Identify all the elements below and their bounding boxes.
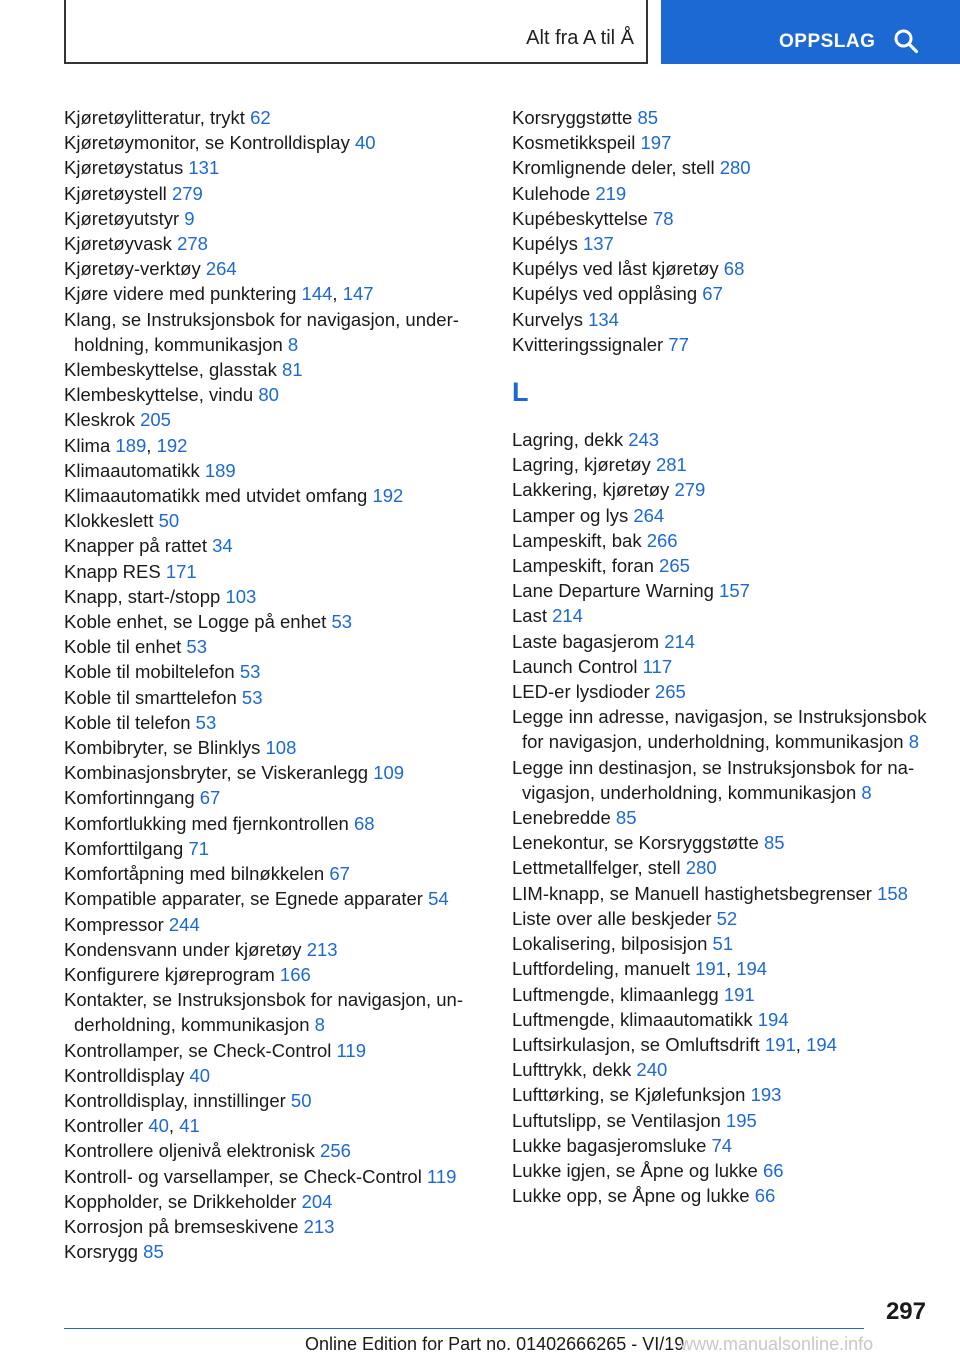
index-term: Kosmetikkspeil (512, 132, 641, 154)
page-link[interactable]: 40 (354, 132, 376, 154)
index-entry: Luftfordeling, manuelt 191, 194 (512, 958, 768, 980)
index-entry (512, 755, 932, 805)
index-term: LED-er lysdioder (512, 681, 655, 703)
page-link[interactable]: 205 (140, 409, 171, 431)
index-term: Lufttrykk, dekk (512, 1059, 637, 1081)
page-link[interactable]: 192 (372, 485, 404, 507)
index-entry (64, 407, 484, 432)
index-term: Komfortåpning med bilnøkkelen (64, 863, 330, 885)
index-term: Lettmetallfelger, stell (512, 857, 686, 879)
index-term: Lukke bagasjeromsluke (512, 1134, 712, 1156)
page-link[interactable]: 280 (685, 857, 717, 879)
page-link[interactable]: 62 (250, 107, 271, 128)
index-entry (512, 982, 932, 1007)
index-entry (512, 155, 932, 180)
search-icon[interactable] (893, 28, 919, 54)
page-link[interactable]: 50 (158, 510, 180, 532)
index-entry (512, 603, 932, 628)
page-link[interactable]: 8 (861, 781, 872, 803)
index-term: Klang, se Instruksjonsbok for navigasjon, underholdning, kommunikasjon (64, 308, 459, 355)
index-entry (64, 181, 484, 206)
index-entry (64, 659, 484, 684)
index-term: Luftfordeling, manuelt (512, 958, 696, 980)
index-entry (64, 1138, 484, 1163)
index-entry (512, 181, 932, 206)
page-link[interactable]: 265 (659, 555, 690, 577)
page-link[interactable]: 8 (287, 333, 299, 355)
page-link[interactable]: 204 (301, 1190, 333, 1212)
index-entry: Kontroller 40, 41 (64, 1115, 200, 1137)
index-entry (64, 760, 484, 785)
page-link[interactable]: 85 (615, 807, 637, 829)
page-link[interactable]: 119 (336, 1039, 366, 1061)
index-entry (64, 584, 484, 609)
index-term: Korsrygg (64, 1241, 144, 1263)
index-entry (512, 1183, 932, 1208)
page-link[interactable]: 191 (695, 958, 726, 980)
index-entry (512, 1158, 932, 1183)
page-link[interactable]: 66 (754, 1185, 776, 1207)
index-term: Kvitteringssignaler (512, 333, 669, 355)
index-term: Klima (64, 434, 116, 456)
index-term: Koppholder, se Drikkeholder (64, 1190, 302, 1212)
index-term: Komfortlukking med fjernkontrollen (64, 812, 354, 834)
page-link[interactable]: 147 (342, 283, 374, 305)
index-entry (64, 735, 484, 760)
index-entry (64, 609, 484, 634)
page-link[interactable]: 243 (628, 429, 660, 451)
index-term: Knapp, start-/stopp (64, 585, 226, 607)
index-term: Komfortinngang (64, 787, 200, 809)
page-link[interactable]: 53 (241, 686, 263, 708)
page-link[interactable]: 240 (636, 1059, 668, 1081)
page-link[interactable]: 9 (184, 207, 195, 229)
index-term: Kondensvann under kjøretøy (64, 938, 307, 960)
index-entry (64, 206, 484, 231)
index-group-l (512, 427, 932, 1208)
page-number: 297 (885, 1298, 926, 1325)
page-link[interactable]: 213 (306, 938, 338, 960)
index-term: Knapper på rattet (64, 535, 213, 557)
page-link[interactable]: 264 (205, 258, 237, 280)
page-link[interactable]: 53 (331, 611, 353, 633)
index-term: Lamper og lys (512, 504, 634, 526)
index-term: Kjøretøyvask (64, 233, 178, 255)
index-term: Kupébeskyttelse (512, 207, 653, 229)
index-entry: Klima 189, 192 (64, 434, 188, 456)
index-entry (512, 427, 932, 452)
index-term: Kombinasjonsbryter, se Viskeranlegg (64, 762, 374, 784)
index-entry (512, 281, 932, 306)
page-link[interactable]: 117 (642, 655, 673, 677)
page-link[interactable]: 158 (877, 882, 908, 904)
index-term: Koble til mobiltelefon (64, 661, 240, 683)
index-term: Kjøretøy-verktøy (64, 258, 206, 280)
index-term: Lakkering, kjøretøy (512, 479, 675, 501)
page-link[interactable]: 189 (204, 459, 236, 481)
index-entry (64, 634, 484, 659)
page-link[interactable]: 85 (763, 832, 785, 854)
index-term: Kontroll- og varsellamper, se Check-Control (64, 1165, 427, 1187)
index-entry (64, 886, 484, 911)
page-link[interactable]: 214 (664, 630, 696, 652)
index-term: Launch Control (512, 655, 643, 677)
index-entry (64, 962, 484, 987)
index-term: Luftutslipp, se Ventilasjon (512, 1109, 726, 1131)
index-term: Legge inn adresse, navigasjon, se Instruksjonsbok for navigasjon, underholdning, kommunikasjon (512, 706, 927, 753)
page-link[interactable]: 194 (736, 958, 768, 980)
index-term: Konfigurere kjøreprogram (64, 963, 280, 985)
section-letter-heading: L (512, 377, 529, 408)
index-entry (64, 155, 484, 180)
index-term: Kjøretøystell (64, 182, 172, 204)
page-link[interactable]: 8 (314, 1014, 325, 1036)
index-term: Kontrolldisplay (64, 1064, 190, 1086)
index-term: Kjøretøystatus (64, 157, 189, 179)
page-link[interactable]: 53 (186, 636, 207, 658)
index-term: Korsryggstøtte (512, 107, 638, 128)
index-term: Lenebredde (512, 807, 616, 829)
index-term: Lagring, dekk (512, 429, 629, 451)
index-entry (512, 704, 932, 754)
page-link[interactable]: 144 (301, 283, 333, 305)
index-term: Klokkeslett (64, 510, 159, 532)
page-link[interactable]: 53 (239, 661, 261, 683)
index-term: Lampeskift, bak (512, 529, 647, 551)
index-term: Kurvelys (512, 308, 589, 330)
index-entry (512, 452, 932, 477)
page-link[interactable]: 34 (212, 535, 233, 557)
page-link[interactable]: 85 (637, 107, 659, 128)
index-entry (512, 654, 932, 679)
page-link[interactable]: 264 (633, 504, 665, 526)
page-link[interactable]: 71 (188, 837, 210, 859)
index-entry: Kjøre videre med punktering 144, 147 (64, 283, 374, 305)
index-entry (512, 1057, 932, 1082)
page-link[interactable]: 51 (712, 933, 734, 955)
index-term: Lane Departure Warning (512, 580, 720, 602)
page-link[interactable]: 80 (258, 384, 279, 406)
index-term: Klembeskyttelse, vindu (64, 384, 259, 406)
index-term: Kjøretøylitteratur, trykt (64, 107, 251, 128)
index-term: Kontakter, se Instruksjonsbok for navigasjon, underholdning, kommunikasjon (64, 989, 464, 1036)
index-entry (64, 533, 484, 558)
index-entry (512, 206, 932, 231)
index-term: Kjøretøymonitor, se Kontrolldisplay (64, 132, 355, 154)
index-entry (512, 477, 932, 502)
index-entry (512, 105, 932, 130)
index-entry (512, 906, 932, 931)
index-term: Kontroller (64, 1115, 149, 1137)
page-link[interactable]: 214 (552, 605, 583, 627)
index-entry (512, 130, 932, 155)
page-link[interactable]: 81 (281, 359, 303, 381)
page-link[interactable]: 54 (428, 888, 449, 910)
page-link[interactable]: 256 (320, 1140, 351, 1162)
index-entry (64, 1189, 484, 1214)
index-term: Lukke opp, se Åpne og lukke (512, 1185, 755, 1207)
index-term: Kompatible apparater, se Egnede apparater (64, 888, 429, 910)
index-entry (64, 1088, 484, 1113)
page-link[interactable]: 41 (179, 1115, 200, 1137)
page-link[interactable]: 67 (329, 863, 350, 885)
page-link[interactable]: 166 (279, 963, 311, 985)
index-entry: Luftsirkulasjon, se Omluftsdrift 191, 194 (512, 1033, 837, 1055)
page-link[interactable]: 40 (148, 1115, 169, 1137)
page-link[interactable]: 50 (290, 1089, 312, 1111)
page-link[interactable]: 193 (750, 1084, 782, 1106)
page-link[interactable]: 131 (188, 157, 220, 179)
index-term: Lagring, kjøretøy (512, 454, 656, 476)
page-link[interactable]: 78 (652, 207, 674, 229)
index-entry (512, 1082, 932, 1107)
index-entry (64, 785, 484, 810)
index-term: Kupélys (512, 233, 583, 255)
index-entry (512, 256, 932, 281)
page-link[interactable]: 119 (426, 1165, 457, 1187)
index-term: Kupélys ved låst kjøretøy (512, 258, 724, 280)
index-term: Kulehode (512, 182, 596, 204)
index-term: Last (512, 605, 553, 627)
page-link[interactable]: 194 (806, 1033, 837, 1055)
index-term: Kompressor (64, 913, 169, 935)
page-link[interactable]: 108 (265, 737, 297, 759)
index-entry (64, 307, 484, 357)
page-link[interactable]: 219 (595, 182, 627, 204)
page-link[interactable]: 195 (725, 1109, 757, 1131)
page-link[interactable]: 192 (156, 434, 188, 456)
index-entry (512, 578, 932, 603)
page-link[interactable]: 40 (189, 1064, 211, 1086)
page-link[interactable]: 66 (762, 1159, 784, 1181)
index-term: Lukke igjen, se Åpne og lukke (512, 1159, 763, 1181)
index-term: Lokalisering, bilposisjon (512, 933, 713, 955)
index-entry (512, 881, 932, 906)
index-term: Korrosjon på bremseskivene (64, 1215, 304, 1237)
index-term: Klembeskyttelse, glasstak (64, 359, 282, 381)
page-link[interactable]: 278 (177, 233, 208, 255)
page-link[interactable]: 74 (711, 1134, 733, 1156)
index-entry (64, 559, 484, 584)
page-link[interactable]: 157 (719, 580, 750, 602)
page-link[interactable]: 191 (764, 1033, 796, 1055)
index-entry (64, 836, 484, 861)
index-entry (512, 503, 932, 528)
page-link[interactable]: 266 (646, 529, 678, 551)
index-entry (64, 357, 484, 382)
index-entry (64, 256, 484, 281)
index-entry (512, 528, 932, 553)
page-link[interactable]: 191 (723, 983, 755, 1005)
page-link[interactable]: 68 (353, 812, 375, 834)
page-link[interactable]: 8 (908, 731, 919, 753)
page-link[interactable]: 134 (588, 308, 619, 330)
index-entry (512, 1108, 932, 1133)
index-term: Legge inn destinasjon, se Instruksjonsbok for navigasjon, underholdning, kommunikasjon (512, 756, 915, 803)
index-term: Klimaautomatikk med utvidet omfang (64, 485, 373, 507)
index-term: Kontrollamper, se Check-Control (64, 1039, 337, 1061)
index-entry (64, 231, 484, 256)
index-term: Koble enhet, se Logge på enhet (64, 611, 332, 633)
index-entry (64, 861, 484, 886)
index-term: Luftsirkulasjon, se Omluftsdrift (512, 1033, 765, 1055)
index-term: Koble til telefon (64, 711, 196, 733)
page-link[interactable]: 213 (303, 1215, 335, 1237)
index-entry (64, 912, 484, 937)
index-column-right (512, 105, 932, 1208)
page-link[interactable]: 52 (716, 907, 738, 929)
header-section-box (64, 0, 648, 64)
index-term: Luftmengde, klimaautomatikk (512, 1008, 758, 1030)
index-entry (64, 1164, 484, 1189)
page-link[interactable]: 137 (582, 233, 614, 255)
index-term: LIM-knapp, se Manuell hastighetsbegrenser (512, 882, 878, 904)
index-entry (512, 307, 932, 332)
index-entry (64, 1038, 484, 1063)
index-entry (512, 679, 932, 704)
page-link[interactable]: 265 (654, 681, 686, 703)
index-entry (512, 231, 932, 256)
page-link[interactable]: 109 (373, 762, 405, 784)
index-term: Kombibryter, se Blinklys (64, 737, 266, 759)
page-link[interactable]: 68 (723, 258, 745, 280)
index-entry (512, 1133, 932, 1158)
page-link[interactable]: 77 (668, 333, 689, 355)
index-entry (512, 931, 932, 956)
index-term: Liste over alle beskjeder (512, 907, 717, 929)
index-term: Koble til smarttelefon (64, 686, 242, 708)
index-entry (64, 483, 484, 508)
footer-watermark: www.manualsonline.info (680, 1334, 874, 1354)
page-link[interactable]: 280 (719, 157, 751, 179)
page-link[interactable]: 281 (655, 454, 687, 476)
page-link[interactable]: 197 (640, 132, 672, 154)
index-entry (64, 685, 484, 710)
index-entry (512, 830, 932, 855)
index-entry (512, 805, 932, 830)
index-term: Lampeskift, foran (512, 555, 660, 577)
index-term: Kjøre videre med punktering (64, 283, 302, 305)
index-entry (64, 1239, 484, 1264)
index-term: Kontrolldisplay, innstillinger (64, 1089, 291, 1111)
index-term: Komforttilgang (64, 837, 189, 859)
index-entry (64, 130, 484, 155)
page-link[interactable]: 279 (674, 479, 706, 501)
index-entry (64, 105, 484, 130)
index-term: Klimaautomatikk (64, 459, 205, 481)
index-term: Knapp RES (64, 560, 166, 582)
index-entry (64, 987, 484, 1037)
index-term: Luftmengde, klimaanlegg (512, 983, 724, 1005)
index-term: Kupélys ved opplåsing (512, 283, 703, 305)
index-term: Lufttørking, se Kjølefunksjon (512, 1084, 751, 1106)
section-title: Alt fra A til Å (526, 27, 634, 49)
index-term: Lenekontur, se Korsryggstøtte (512, 832, 764, 854)
page-link[interactable]: 67 (702, 283, 723, 305)
page-link[interactable]: 53 (195, 711, 217, 733)
index-term: Kromlignende deler, stell (512, 157, 720, 179)
page-link[interactable]: 67 (199, 787, 221, 809)
index-entry (64, 458, 484, 483)
index-group-k (512, 105, 932, 357)
page-link[interactable]: 85 (143, 1241, 164, 1263)
index-entry (512, 1007, 932, 1032)
page-link[interactable]: 194 (757, 1008, 789, 1030)
footer-divider (64, 1328, 864, 1329)
index-term: Laste bagasjerom (512, 630, 665, 652)
index-entry (512, 553, 932, 578)
index-entry (512, 629, 932, 654)
index-entry (512, 855, 932, 880)
index-term: Kleskrok (64, 409, 141, 431)
page-link[interactable]: 189 (115, 434, 147, 456)
index-entry (64, 811, 484, 836)
index-entry (64, 710, 484, 735)
index-term: Koble til enhet (64, 636, 187, 658)
index-entry (64, 1214, 484, 1239)
lookup-label: OPPSLAG (779, 31, 876, 52)
page-link[interactable]: 171 (165, 560, 197, 582)
index-entry (512, 332, 932, 357)
page-link[interactable]: 103 (225, 585, 257, 607)
index-entry (64, 1063, 484, 1088)
index-term: Kontrollere oljenivå elektronisk (64, 1140, 321, 1162)
index-column-left (64, 105, 484, 1264)
footer-edition: Online Edition for Part no. 01402666265 - VI/19 (305, 1334, 685, 1354)
index-term: Kjøretøyutstyr (64, 207, 185, 229)
page-link[interactable]: 244 (168, 913, 200, 935)
page-link[interactable]: 279 (171, 182, 203, 204)
lookup-tab[interactable] (661, 0, 960, 64)
index-entry (64, 508, 484, 533)
index-entry (64, 937, 484, 962)
index-entry (64, 382, 484, 407)
